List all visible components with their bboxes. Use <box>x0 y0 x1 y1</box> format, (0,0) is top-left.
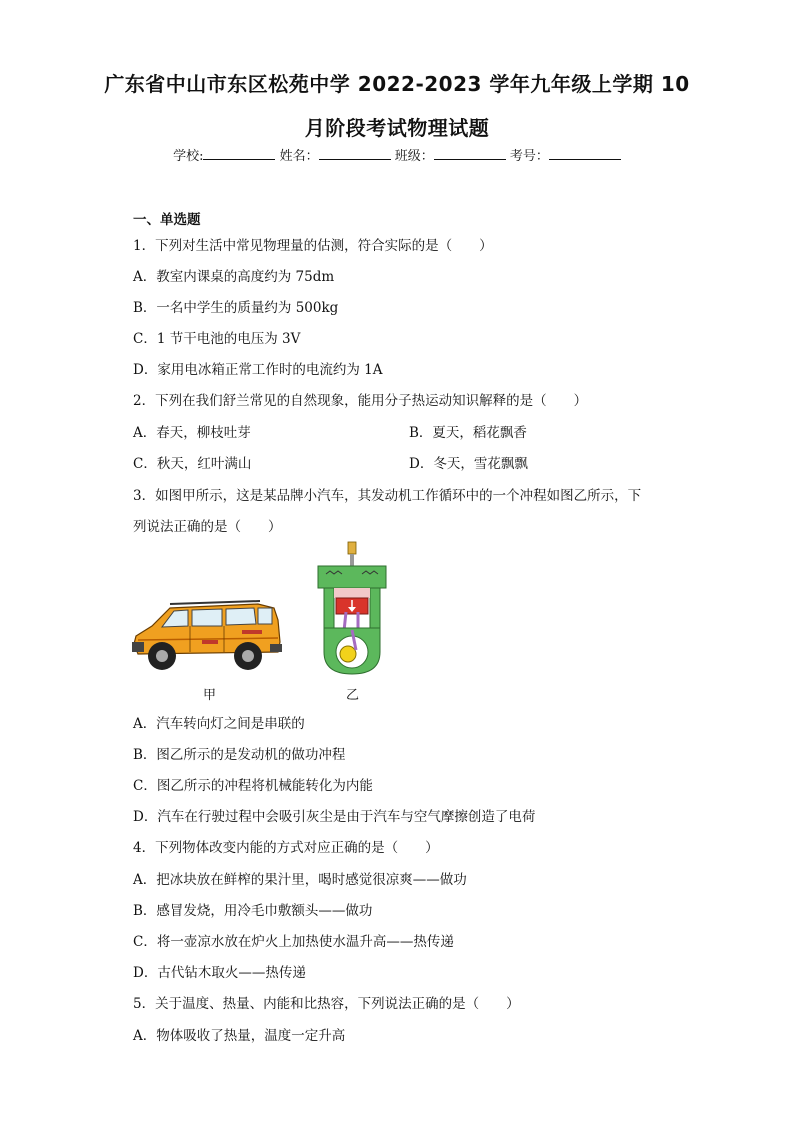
question-2-stem: 2．下列在我们舒兰常见的自然现象，能用分子热运动知识解释的是（ ） <box>133 393 588 409</box>
engine-illustration <box>318 542 386 674</box>
question-3-option-c: C．图乙所示的冲程将机械能转化为内能 <box>133 778 373 794</box>
question-3-option-a: A．汽车转向灯之间是串联的 <box>133 716 305 732</box>
name-blank <box>319 147 391 160</box>
question-5-option-a: A．物体吸收了热量，温度一定升高 <box>133 1028 346 1044</box>
class-blank <box>434 147 506 160</box>
number-label: 考号： <box>509 149 549 164</box>
question-4-option-a: A．把冰块放在鲜榨的果汁里，喝时感觉很凉爽——做功 <box>133 872 467 888</box>
number-blank <box>549 147 621 160</box>
question-3-stem-line1: 3．如图甲所示，这是某品牌小汽车，其发动机工作循环中的一个冲程如图乙所示，下 <box>133 488 642 504</box>
school-label: 学校: <box>173 149 204 164</box>
question-2-option-c: C．秋天，红叶满山 <box>133 456 252 472</box>
figure-caption-jia: 甲 <box>203 688 217 703</box>
question-4-option-c: C．将一壶凉水放在炉火上加热使水温升高——热传递 <box>133 934 454 950</box>
school-blank <box>203 147 275 160</box>
car-illustration <box>132 601 282 670</box>
question-1-option-b: B．一名中学生的质量约为 500kg <box>133 300 339 316</box>
question-1-option-a: A．教室内课桌的高度约为 75dm <box>133 269 335 285</box>
question-5-stem: 5．关于温度、热量、内能和比热容，下列说法正确的是（ ） <box>133 996 520 1012</box>
question-2-option-b: B．夏天，稻花飘香 <box>409 425 527 441</box>
engine-figure <box>312 540 392 678</box>
figure-caption-yi: 乙 <box>346 688 360 703</box>
question-3-stem-line2: 列说法正确的是（ ） <box>133 519 282 535</box>
section-heading: 一、单选题 <box>133 212 201 228</box>
question-1-stem: 1．下列对生活中常见物理量的估测，符合实际的是（ ） <box>133 238 493 254</box>
question-3-option-b: B．图乙所示的是发动机的做功冲程 <box>133 747 346 763</box>
question-3-option-d: D．汽车在行驶过程中会吸引灰尘是由于汽车与空气摩擦创造了电荷 <box>133 809 536 825</box>
page-title-line2: 月阶段考试物理试题 <box>304 116 490 140</box>
question-4-stem: 4．下列物体改变内能的方式对应正确的是（ ） <box>133 840 439 856</box>
question-1-option-d: D．家用电冰箱正常工作时的电流约为 1A <box>133 362 383 378</box>
question-2-option-a: A．春天，柳枝吐芽 <box>133 425 251 441</box>
student-info-row <box>0 145 794 164</box>
name-label: 姓名： <box>279 149 319 164</box>
class-label: 班级： <box>394 149 434 164</box>
car-figure <box>130 596 285 674</box>
question-4-option-b: B．感冒发烧，用冷毛巾敷额头——做功 <box>133 903 373 919</box>
page-title-line1: 广东省中山市东区松苑中学 2022-2023 学年九年级上学期 10 <box>104 72 690 96</box>
question-2-option-d: D．冬天，雪花飘飘 <box>409 456 528 472</box>
question-4-option-d: D．古代钻木取火——热传递 <box>133 965 306 981</box>
question-1-option-c: C．1 节干电池的电压为 3V <box>133 331 301 347</box>
